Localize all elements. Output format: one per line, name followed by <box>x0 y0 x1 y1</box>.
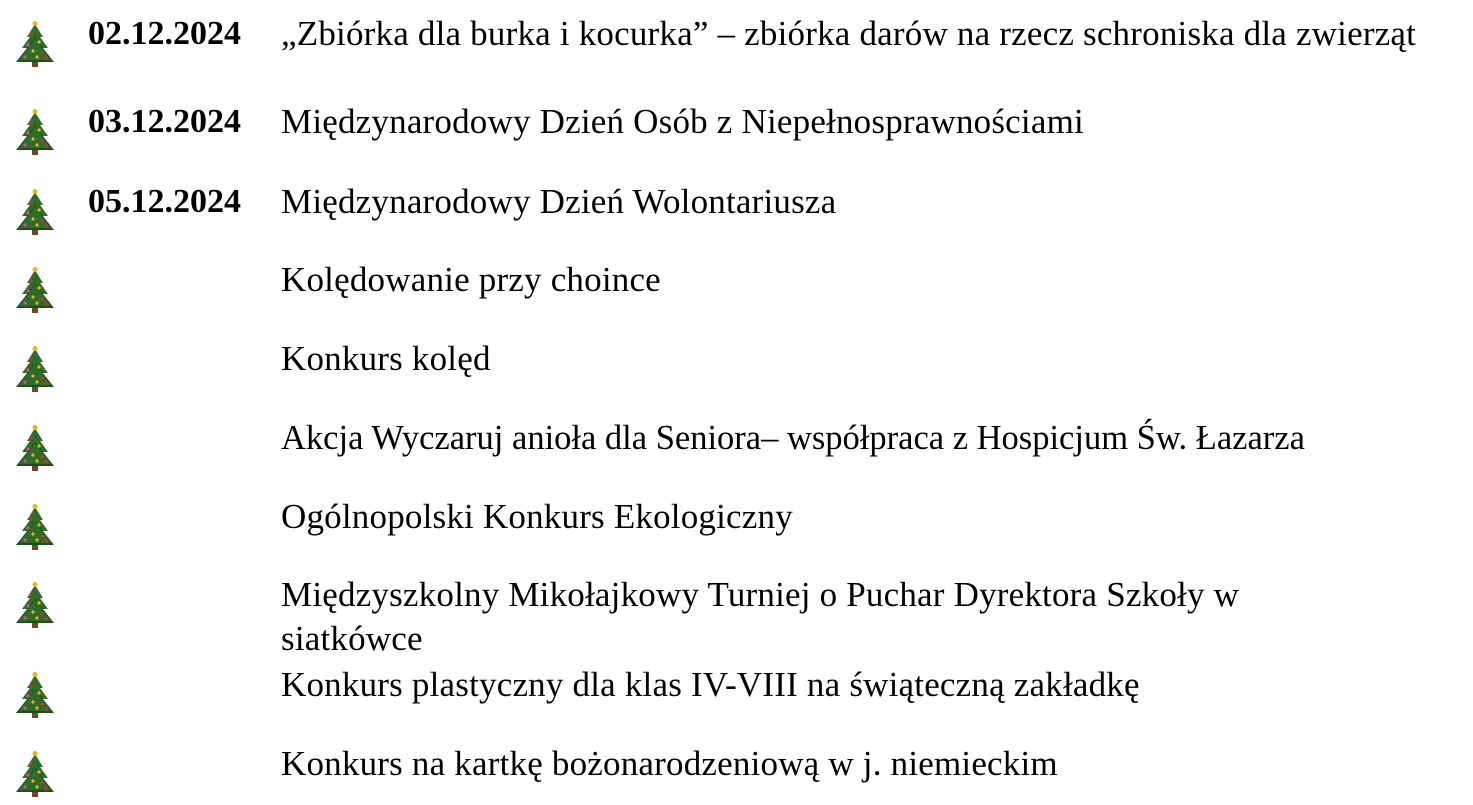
christmas-tree-icon <box>12 750 58 800</box>
event-date: 03.12.2024 <box>88 103 241 140</box>
event-date: 05.12.2024 <box>88 183 241 220</box>
event-text: Konkurs plastyczny dla klas IV-VIII na świąteczną zakładkę <box>281 665 1140 704</box>
event-text: Międzynarodowy Dzień Osób z Niepełnosprawnościami <box>281 102 1084 141</box>
christmas-tree-icon <box>12 108 58 158</box>
christmas-tree-icon <box>12 20 58 70</box>
christmas-tree-icon <box>12 671 58 721</box>
christmas-tree-icon <box>12 266 58 316</box>
event-text: Konkurs kolęd <box>281 339 491 378</box>
christmas-tree-icon <box>12 345 58 395</box>
christmas-tree-icon <box>12 581 58 631</box>
christmas-tree-icon <box>12 188 58 238</box>
event-text: „Zbiórka dla burka i kocurka” – zbiórka darów na rzecz schroniska dla zwierząt <box>281 14 1417 53</box>
event-text: Międzyszkolny Mikołajkowy Turniej o Puchar Dyrektora Szkoły w siatkówce <box>281 575 1240 658</box>
christmas-tree-icon <box>12 424 58 474</box>
event-text: Kolędowanie przy choince <box>281 260 661 299</box>
event-text: Ogólnopolski Konkurs Ekologiczny <box>281 497 793 536</box>
event-text: Międzynarodowy Dzień Wolontariusza <box>281 182 837 221</box>
event-text: Akcja Wyczaruj anioła dla Seniora– współpraca z Hospicjum Św. Łazarza <box>281 419 1305 457</box>
event-text: Konkurs na kartkę bożonarodzeniową w j. niemieckim <box>281 744 1058 783</box>
event-date: 02.12.2024 <box>88 15 241 52</box>
christmas-tree-icon <box>12 503 58 553</box>
